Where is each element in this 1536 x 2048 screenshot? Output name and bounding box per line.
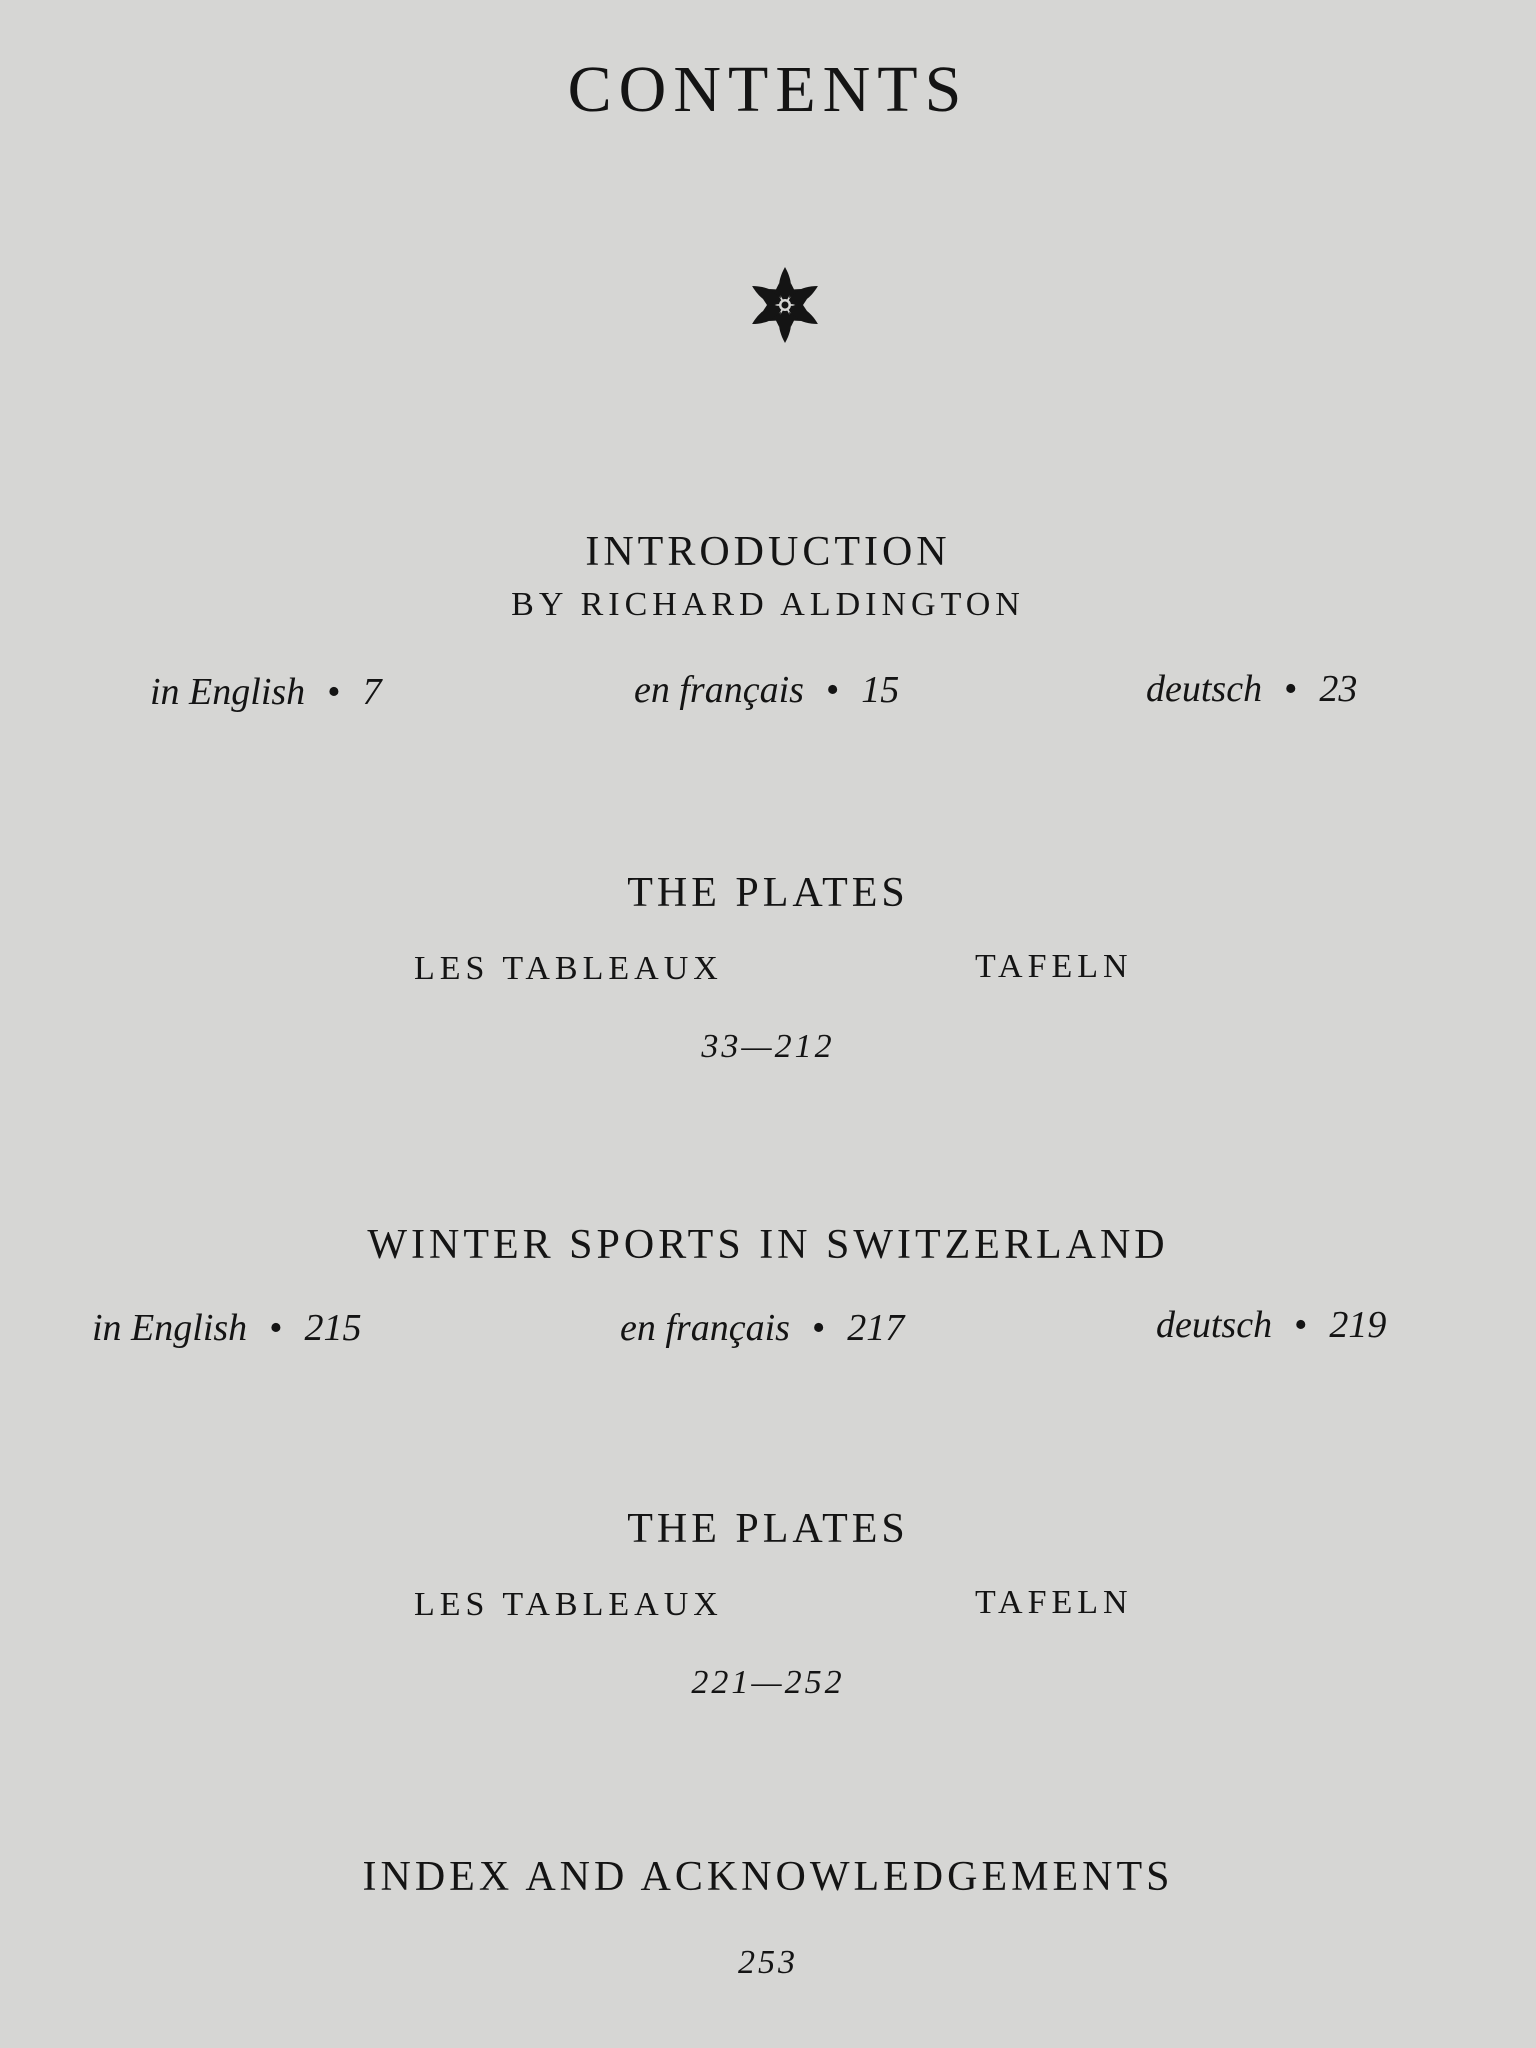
winter-german-entry[interactable] [1156, 1303, 1386, 1347]
plates-1-german: TAFELN [975, 948, 1133, 985]
winter-german-label: deutsch [1156, 1304, 1273, 1346]
plates-2-heading: THE PLATES [627, 1506, 909, 1552]
winter-english-label: in English [92, 1307, 248, 1349]
separator-bullet: • [1284, 668, 1298, 710]
intro-german-page: 23 [1319, 668, 1358, 710]
intro-french-page: 15 [861, 669, 900, 711]
intro-english-label: in English [150, 671, 306, 713]
winter-german-page: 219 [1329, 1304, 1387, 1346]
plates-2-french: LES TABLEAUX [414, 1586, 723, 1623]
winter-french-page: 217 [847, 1307, 905, 1349]
winter-french-entry[interactable] [620, 1306, 904, 1350]
introduction-heading: INTRODUCTION [585, 529, 951, 575]
snowflake-ornament-icon [748, 265, 822, 345]
intro-german-label: deutsch [1146, 668, 1263, 710]
intro-french-label: en français [634, 669, 804, 711]
intro-english-page: 7 [362, 671, 382, 713]
intro-german-entry[interactable] [1146, 667, 1357, 711]
page-title: CONTENTS [567, 53, 969, 126]
separator-bullet: • [825, 669, 840, 711]
introduction-author: BY RICHARD ALDINGTON [511, 586, 1025, 623]
separator-bullet: • [327, 671, 341, 713]
winter-english-entry[interactable] [92, 1306, 362, 1350]
separator-bullet: • [811, 1307, 826, 1349]
plates-1-french: LES TABLEAUX [414, 950, 723, 987]
index-page[interactable]: 253 [738, 1944, 798, 1981]
intro-english-entry[interactable] [150, 670, 382, 714]
plates-2-german: TAFELN [975, 1584, 1133, 1621]
separator-bullet: • [1294, 1304, 1308, 1346]
winter-english-page: 215 [304, 1307, 362, 1349]
plates-2-range[interactable]: 221—252 [691, 1664, 845, 1701]
winter-french-label: en français [620, 1307, 790, 1349]
separator-bullet: • [269, 1307, 283, 1349]
index-heading: INDEX AND ACKNOWLEDGEMENTS [362, 1854, 1174, 1900]
plates-1-range[interactable]: 33—212 [701, 1028, 835, 1065]
plates-1-heading: THE PLATES [627, 870, 909, 916]
winter-sports-heading: WINTER SPORTS IN SWITZERLAND [367, 1222, 1169, 1268]
intro-french-entry[interactable] [634, 668, 899, 712]
